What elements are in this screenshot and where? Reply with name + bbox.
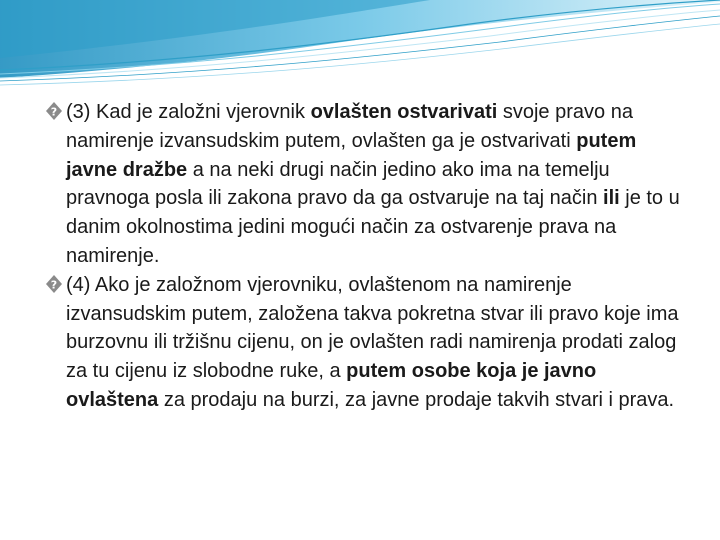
emphasized-text: ili: [603, 187, 620, 210]
svg-text:?: ?: [50, 105, 58, 119]
emphasized-text: putem javne dražbe: [66, 129, 637, 181]
body-text: svoje pravo na namirenje izvansudskim putem, ovlašten ga je ostvarivati: [66, 101, 633, 152]
body-paragraph: [46, 271, 686, 415]
emphasized-text: putem osobe koja je javno ovlaštena: [66, 360, 597, 411]
body-paragraph: [46, 98, 686, 271]
replacement-char-bullet-icon: [46, 275, 62, 293]
body-text: (3) Kad je založni vjerovnik: [66, 101, 311, 123]
svg-text:?: ?: [50, 278, 58, 292]
body-text: (4) Ako je založnom vjerovniku, ovlaštenom na namirenje izvansudskim putem, založena takva pokretna stvar ili pravo koje ima burzovnu ili tržišnu cijenu, on je ovlašten radi namirenja prodati zalog za tu cijenu iz slobodne ruke, a: [66, 273, 679, 383]
replacement-char-bullet-icon: [46, 102, 62, 120]
body-text: za prodaju na burzi, za javne prodaje takvih stvari i prava.: [158, 388, 675, 411]
slide-body: [46, 98, 686, 415]
body-text: a na neki drugi način jedino ako ima na temelju pravnoga posla ili zakona pravo da ga ostvaruje na taj način: [66, 158, 610, 210]
header-wave-decoration: [0, 0, 720, 90]
body-text: je to u danim okolnostima jedini mogući način za ostvarenje prava na namirenje.: [66, 187, 680, 267]
emphasized-text: ovlašten ostvarivati: [310, 101, 498, 123]
